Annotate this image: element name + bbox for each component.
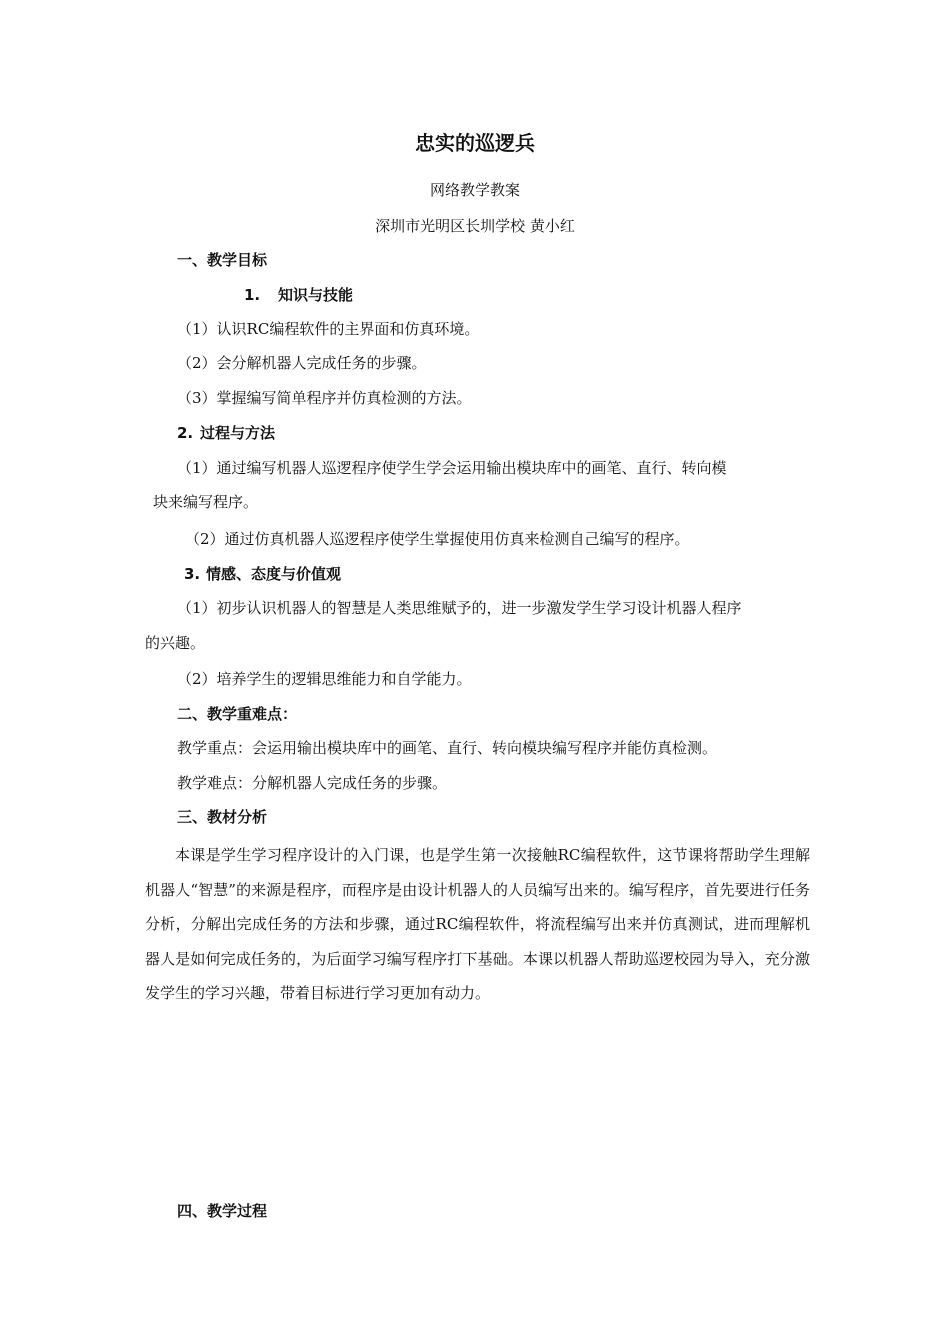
goal-item: （2）会分解机器人完成任务的步骤。: [177, 354, 427, 372]
subsection-2-number: 2.: [177, 424, 194, 442]
author-line: 深圳市光明区长圳学校 黄小红: [375, 217, 575, 235]
process-item-2: （2）通过仿真机器人巡逻程序使学生掌握使用仿真来检测自己编写的程序。: [185, 530, 690, 548]
attitude-item-2: （2）培养学生的逻辑思维能力和自学能力。: [177, 670, 472, 688]
attitude-item-1-line-2: 的兴趣。: [145, 634, 206, 652]
section-1-heading: 一、教学目标: [177, 251, 268, 269]
subsection-3-heading: 情感、态度与价值观: [206, 565, 342, 583]
material-analysis-paragraph: 本课是学生学习程序设计的入门课，也是学生第一次接触RC编程软件，这节课将帮助学生理解机器人“智慧”的来源是程序，而程序是由设计机器人的人员编写出来的。编写程序，首先要进行任务分析，分解出完成任务的方法和步骤，通过RC编程软件，将流程编写出来并仿真测试，进而理解机器人是如何完成任务的，为后面学习编写程序打下基础。本课以机器人帮助巡逻校园为导入，充分激发学生的学习兴趣，带着目标进行学习更加有动力。: [145, 846, 810, 1002]
subsection-1-heading: 知识与技能: [278, 286, 354, 304]
difficulty-point: 教学难点：分解机器人完成任务的步骤。: [177, 774, 448, 792]
subsection-1-number: 1.: [244, 286, 261, 304]
attitude-item-1-line-1: （1）初步认识机器人的智慧是人类思维赋予的，进一步激发学生学习设计机器人程序: [177, 599, 742, 617]
subsection-3-number: 3.: [184, 565, 201, 583]
key-point: 教学重点：会运用输出模块库中的画笔、直行、转向模块编写程序并能仿真检测。: [177, 739, 718, 757]
subsection-2-heading: 过程与方法: [200, 424, 276, 442]
goal-item: （1）认识RC编程软件的主界面和仿真环境。: [177, 320, 480, 338]
process-item-1-line-2: 块来编写程序。: [153, 493, 259, 511]
process-item-1-line-1: （1）通过编写机器人巡逻程序使学生学会运用输出模块库中的画笔、直行、转向模: [177, 459, 727, 477]
section-2-heading: 二、教学重难点：: [177, 705, 298, 723]
section-3-heading: 三、教材分析: [177, 808, 268, 826]
document-title: 忠实的巡逻兵: [415, 131, 535, 155]
section-4-heading: 四、教学过程: [177, 1202, 268, 1220]
document-subtitle: 网络教学教案: [429, 181, 520, 199]
goal-item: （3）掌握编写简单程序并仿真检测的方法。: [177, 389, 472, 407]
